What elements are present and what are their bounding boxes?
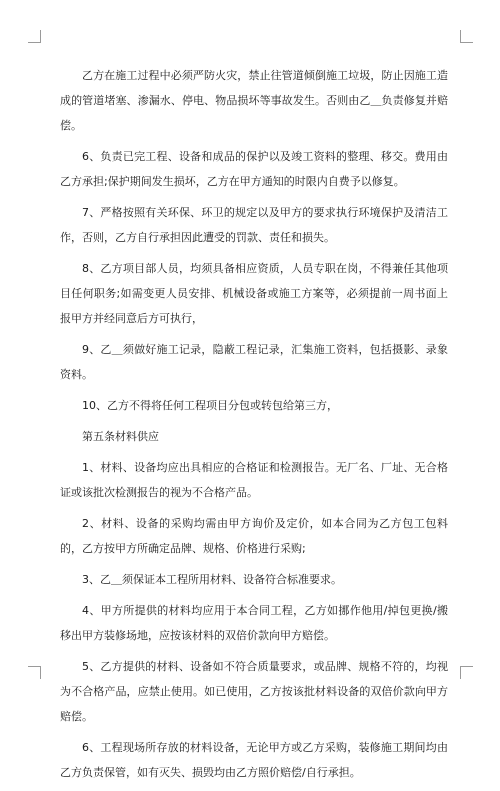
document-body [60, 63, 448, 791]
paragraph-item-6: 6、负责已完工程、设备和成品的保护以及竣工资料的整理、移交。费用由乙方承担;保护期间发生损坏，乙方在甲方通知的时限内自费予以修复。 [60, 150, 448, 188]
paragraph-item-10: 10、乙方不得将任何工程项目分包或转包给第三方， [82, 399, 338, 412]
crop-mark-bottom-right [460, 666, 473, 679]
paragraph-material-5: 5、乙方提供的材料、设备如不符合质量要求，或品牌、规格不符的，均视为不合格产品，应禁止使用。如已使用，乙方按该批材料设备的双倍价款向甲方赔偿。 [60, 660, 448, 723]
paragraph-material-1: 1、材料、设备均应出具相应的合格证和检测报告。无厂名、厂址、无合格证或该批次检测报告的视为不合格产品。 [60, 461, 448, 499]
paragraph-item-7: 7、严格按照有关环保、环卫的规定以及甲方的要求执行环境保护及清洁工作，否则，乙方自行承担因此遭受的罚款、责任和损失。 [60, 206, 448, 244]
paragraph-material-2: 2、材料、设备的采购均需由甲方询价及定价，如本合同为乙方包工包料的，乙方按甲方所确定品牌、规格、价格进行采购; [60, 517, 448, 555]
crop-mark-bottom-left [28, 666, 41, 679]
crop-mark-top-left [28, 30, 41, 43]
section-heading-material-supply: 第五条材料供应 [82, 430, 159, 443]
paragraph-material-4: 4、甲方所提供的材料均应用于本合同工程，乙方如挪作他用/掉包更换/搬移出甲方装修场地，应按该材料的双倍价款向甲方赔偿。 [60, 604, 448, 642]
paragraph-material-3: 3、乙＿须保证本工程所用材料、设备符合标准要求。 [82, 573, 342, 586]
crop-mark-top-right [460, 30, 473, 43]
paragraph-fire-safety: 乙方在施工过程中必须严防火灾，禁止往管道倾倒施工垃圾，防止因施工造成的管道堵塞、渗漏水、停电、物品损坏等事故发生。否则由乙＿负责修复并赔偿。 [60, 69, 448, 132]
paragraph-material-6: 6、工程现场所存放的材料设备，无论甲方或乙方采购，装修施工期间均由乙方负责保管，如有灭失、损毁均由乙方照价赔偿/自行承担。 [60, 741, 448, 779]
paragraph-item-8: 8、乙方项目部人员，均须具备相应资质，人员专职在岗，不得兼任其他项目任何职务;如需变更人员安排、机械设备或施工方案等，必须提前一周书面上报甲方并经同意后方可执行， [60, 262, 448, 325]
paragraph-item-9: 9、乙＿须做好施工记录，隐蔽工程记录，汇集施工资料，包括摄影、录象资料。 [60, 343, 448, 381]
